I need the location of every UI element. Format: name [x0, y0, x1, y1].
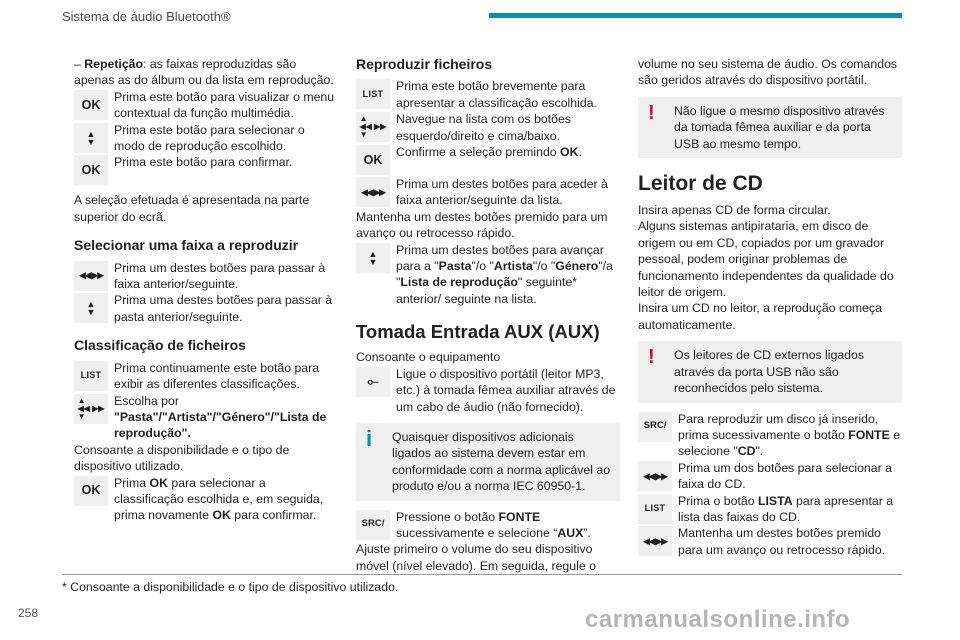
antipiracy-paragraph: Alguns sistemas antipirataria, em disco de origem ou em CD, copiados por um gravador pessoal, podem originar problemas de funcionamento independentes da qualidade do leitor de origem.: [638, 219, 894, 300]
left-right-arrows-icon: ◀◀ ▶▶: [74, 261, 108, 291]
cd-list-row: [638, 493, 902, 526]
list-button-icon: LIST: [638, 494, 672, 524]
t: LISTA: [757, 493, 793, 508]
page-number: 258: [18, 606, 39, 620]
t: FONTE: [498, 509, 541, 524]
t: Para reproduzir um disco já inserido, prima sucessivamente o botão: [678, 411, 879, 442]
track-text: Prima um destes botões para passar à faixa anterior/seguinte.: [114, 260, 326, 292]
t: AUX: [557, 525, 584, 540]
t: Artista: [493, 259, 533, 274]
cross-arrows-icon: ▲ ◀◀ ▶▶ ▼: [356, 112, 390, 142]
list-text: Prima continuamente este botão para exibir as diferentes classificações.: [114, 360, 320, 392]
prev-next-text: Prima um destes botões para aceder à faixa anterior/seguinte da lista.: [396, 177, 608, 208]
ok-confirm-text: [356, 144, 620, 160]
selection-paragraph: A seleção efetuada é apresentada na parte superior do ecrã.: [74, 193, 310, 224]
warning-text: Não ligue o mesmo dispositivo através da tomada fêmea auxiliar e da porta USB ao mesmo tempo.: [674, 103, 885, 151]
t: para apresentar a lista das faixas do CD.: [678, 493, 894, 524]
ok-button-icon: OK: [74, 476, 108, 506]
list-brief-row: [356, 78, 620, 111]
t: OK: [560, 145, 579, 160]
availability-paragraph: Consoante a disponibilidade e o tipo de dispositivo utilizado.: [74, 442, 290, 474]
source-button-icon: SRC/: [356, 510, 390, 540]
aux-connect-text: Ligue o dispositivo portátil (leitor MP3, etc.) à tomada fêmea auxiliar através de um cabo de áudio (não fornecido).: [396, 366, 616, 414]
cd-fast-text: Mantenha um destes botões premido para um avanço ou retrocesso rápido.: [678, 526, 886, 557]
list-brief-text: Prima este botão brevemente para apresentar a classificação escolhida.: [396, 79, 597, 110]
navigate-row: [356, 111, 620, 144]
warning-box: [638, 97, 902, 158]
warning-icon: !: [648, 101, 655, 124]
ok-menu-text: Prima este botão para visualizar o menu contextual da função multimédia.: [114, 89, 335, 121]
up-down-arrows-icon: ▲ ▼: [74, 293, 108, 323]
list-row: [74, 360, 338, 393]
source-cd-text: [638, 411, 902, 460]
navigate-text: Navegue na lista com os botões esquerdo/direito e cima/baixo.: [396, 112, 571, 143]
t: e selecione ": [678, 427, 901, 459]
t: " seguinte* anterior/ seguinte na lista.: [396, 275, 577, 306]
hold-paragraph: Mantenha um destes botões premido para um avanço ou retrocesso rápido.: [356, 209, 608, 241]
folder-text: Prima uma destes botões para passar à pasta anterior/seguinte.: [114, 293, 333, 324]
warning-box: [638, 341, 902, 402]
warning-text: Os leitores de CD externos ligados através da porta USB não são reconhecidos pelo sistema.: [674, 348, 865, 396]
t: Lista de reprodução: [400, 275, 518, 290]
choose-options-text: "Pasta"/"Artista"/"Género"/"Lista de reprodução".: [114, 409, 327, 441]
source-cd-row: [638, 411, 902, 460]
t: OK: [212, 508, 231, 523]
column-3: [638, 56, 902, 558]
t: para selecionar a classificação escolhida e, em seguida, prima novamente: [114, 475, 324, 523]
folder-next-text: [356, 242, 620, 308]
prev-next-row: [356, 176, 620, 209]
aux-connect-row: [356, 366, 620, 415]
t: Pasta: [438, 259, 472, 274]
warning-icon: !: [648, 346, 655, 369]
footnote-divider: [62, 574, 902, 575]
column-2: [356, 56, 620, 574]
t: para confirmar.: [230, 508, 317, 523]
insert-cd-paragraph: Insira um CD no leitor, a reprodução começa automaticamente.: [638, 301, 883, 332]
t: .: [578, 145, 582, 160]
cd-track-row: [638, 460, 902, 493]
watermark: carmanualsonline.info: [585, 606, 851, 633]
ok-button-icon: OK: [356, 145, 390, 175]
ok-confirm-row: [356, 144, 620, 176]
t: OK: [149, 475, 168, 490]
equipment-paragraph: Consoante o equipamento: [356, 350, 501, 365]
heading-cd-player: Leitor de CD: [638, 172, 763, 196]
heading-aux-input: Tomada Entrada AUX (AUX): [356, 321, 600, 343]
cross-arrows-icon: ▲ ◀◀ ▶▶ ▼: [74, 394, 108, 424]
t: Pressione o botão: [396, 509, 499, 524]
heading-play-files: Reproduzir ficheiros: [356, 56, 493, 72]
ok-button-icon: OK: [74, 155, 108, 185]
source-aux-row: [356, 509, 620, 542]
list-button-icon: LIST: [356, 79, 390, 109]
folder-next-row: [356, 242, 620, 308]
choose-text: [74, 393, 338, 442]
left-right-arrows-icon: ◀◀ ▶▶: [638, 526, 672, 556]
t: ".: [755, 444, 764, 459]
volume-paragraph: Ajuste primeiro o volume do seu dispositivo móvel (nível elevado). Em seguida, regule o: [356, 542, 596, 573]
cd-track-text: Prima um dos botões para selecionar a faixa do CD.: [678, 460, 892, 492]
ok-confirm-row: [74, 154, 338, 186]
up-down-arrows-icon: ▲ ▼: [356, 243, 390, 273]
t: sucessivamente e selecione “: [396, 525, 558, 540]
repeticao-paragraph: – Repetição: as faixas reproduzidas são apenas as do álbum ou da lista em reprodução.: [74, 57, 334, 88]
t: Prima um destes botões para avançar para a ": [396, 242, 604, 274]
heading-file-classification: Classificação de ficheiros: [74, 337, 246, 354]
t: Prima o botão: [678, 493, 758, 508]
t: Género: [555, 259, 599, 274]
t: "/o ": [532, 259, 556, 274]
ok-select-text: [74, 475, 338, 524]
ok-button-icon: OK: [74, 90, 108, 120]
choose-row: [74, 393, 338, 442]
repeticao-label: Repetição: [84, 57, 144, 71]
updown-mode-text: Prima este botão para selecionar o modo de reprodução escolhido.: [114, 122, 305, 154]
section-title: Sistema de áudio Bluetooth®: [62, 9, 231, 24]
cd-list-text: [638, 493, 902, 526]
cd-circular-paragraph: Insira apenas CD de forma circular.: [638, 203, 831, 218]
t: Prima: [114, 475, 150, 490]
source-button-icon: SRC/: [638, 412, 672, 442]
info-icon: i: [366, 425, 373, 451]
t: CD: [737, 444, 756, 459]
ok-select-row: [74, 475, 338, 524]
folder-row: [74, 292, 338, 325]
volume-continued-paragraph: volume no seu sistema de áudio. Os comandos são geridos através do dispositivo portátil.: [638, 57, 898, 88]
ok-menu-row: [74, 89, 338, 122]
header-accent-bar: [489, 13, 902, 18]
aux-cable-icon: ⟜: [356, 367, 390, 397]
choose-by-text: Escolha por: [114, 393, 179, 408]
t: ”.: [583, 525, 591, 540]
repeticao-text: : as faixas reproduzidas são apenas as do álbum ou da lista em reprodução.: [74, 57, 334, 88]
heading-select-track: Selecionar uma faixa a reproduzir: [74, 237, 299, 254]
t: "/o ": [471, 259, 494, 274]
track-row: [74, 260, 338, 293]
footnote: * Consoante a disponibilidade e o tipo de dispositivo utilizado.: [62, 580, 399, 594]
list-button-icon: LIST: [74, 361, 108, 391]
left-right-arrows-icon: ◀◀ ▶▶: [356, 177, 390, 207]
source-aux-text: [356, 509, 620, 542]
ok-confirm-text: Prima este botão para confirmar.: [114, 155, 293, 170]
info-text: Quaisquer dispositivos adicionais ligados ao sistema devem estar em conformidade com a norma aplicável ao produto e/ou a norma IEC 60950-1.: [392, 429, 611, 494]
t: "/a ": [396, 259, 613, 290]
info-box: [356, 423, 620, 501]
t: FONTE: [848, 427, 890, 442]
column-1: [74, 56, 338, 524]
updown-mode-row: [74, 122, 338, 155]
left-right-arrows-icon: ◀◀ ▶▶: [638, 461, 672, 491]
cd-fast-row: [638, 525, 902, 558]
up-down-arrows-icon: ▲ ▼: [74, 123, 108, 153]
t: Confirme a seleção premindo: [396, 145, 561, 160]
